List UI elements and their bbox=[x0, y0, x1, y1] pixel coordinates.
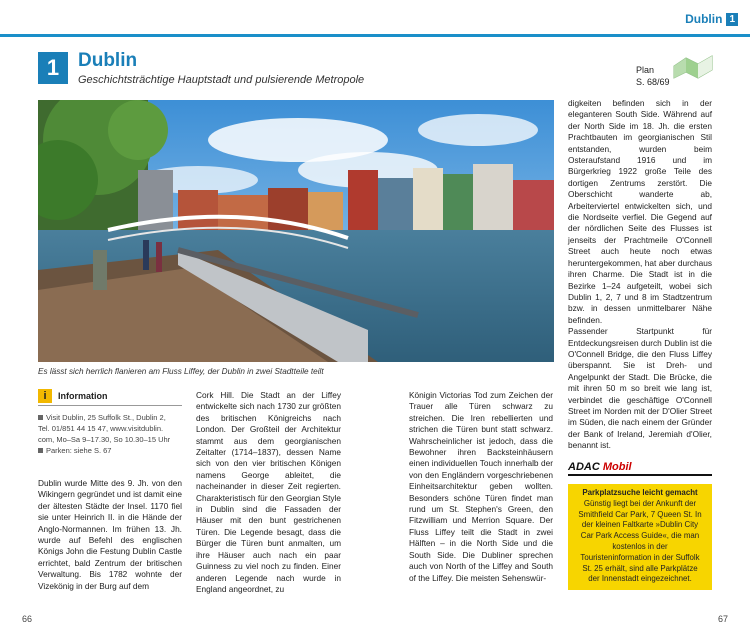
bullet-icon bbox=[38, 415, 43, 420]
photo-caption: Es lässt sich herrlich flanieren am Fluss Liffey, der Dublin in zwei Stadtteile teilt bbox=[38, 367, 324, 376]
info-line: com, Mo–Sa 9–17.30, So 10.30–15 Uhr bbox=[38, 435, 171, 444]
paragraph: Passender Startpunkt für Entdeckungsreisen durch Dublin ist die O'Connell Bridge, die den Fluss Liffey überspannt. Sie ist Dreh- und Angelpunkt der Stadt. Die Brücke, die mit ihren 50 m so breit wie lang ist, verbindet die geschäftige O'Connell Street im Norden mit der D'Olier Street im Süden, die nach einem der Gründer der Bank of Ireland, Jeremiah d'Olier, benannt ist. bbox=[568, 326, 712, 451]
adac-tip bbox=[568, 484, 712, 590]
running-header bbox=[685, 12, 738, 26]
header-rule bbox=[0, 34, 750, 37]
plan-reference bbox=[636, 64, 670, 88]
info-box bbox=[38, 389, 182, 456]
chapter-subtitle: Geschichtsträchtige Hauptstadt und pulsierende Metropole bbox=[78, 74, 365, 86]
paragraph: digkeiten befinden sich in der eleganteren South Side. Während auf der North Side im 18. Jh. die ersten Prachtbauten im georgianischen Stil entstanden, wurden beim Osteraufstand 1916 und im Bürgerkrieg 1922 große Teile des dortigen Zentrums zerstört. Die Oberschicht wanderte ab, Arbeiterviertel entwickelten sich, und die Nordseite verfiel. Die Gegend auf der nördlichen Seite des Flusses ist jenseits der Prachtmeile O'Connell Street auch heute noch etwas heruntergekommen, hat aber durchaus ihren Charme. Die Stadt ist in die Bezirke 1–24 aufgeteilt, wobei sich Dublin 1, 2, 7 und 8 im Stadtzentrum bzw. in dessen unmittelbarer Nähe befinden. bbox=[568, 98, 712, 325]
chapter-number: 1 bbox=[38, 52, 68, 84]
plan-label: Plan bbox=[636, 65, 655, 75]
map-icon bbox=[672, 52, 714, 87]
body-column-3: Königin Victorias Tod zum Zeichen der Trauer alle Türen schwarz zu streichen. Die Iren rebellierten und strichen die Türen bunt statt schwarz. Wahrscheinlicher ist jedoch, dass die Bewohner ihren Backsteinhäusern einen individuellen Touch innerhalb der von den Engländern vorgeschriebenen Einheitsarchitektur geben wollten. Besonders schöne Türen findet man rund um St. Stephen's Green, den Fitzwilliam und Merrion Square. Der Fluss Liffey teilt die Stadt in zwei Hälften – in die North Side und die South Side. Die Dubliner sprechen auch von North of the Liffey and South of the Liffey. Die meisten Sehenswür- bbox=[409, 390, 553, 583]
chapter-title: Dublin bbox=[78, 50, 138, 71]
info-lines bbox=[38, 412, 182, 456]
info-line: Parken: siehe S. 67 bbox=[38, 445, 182, 456]
adac-mobil-box bbox=[568, 461, 712, 590]
adac-header bbox=[568, 461, 712, 476]
info-icon: i bbox=[38, 389, 52, 403]
running-header-label: Dublin bbox=[685, 12, 723, 26]
bullet-icon bbox=[38, 448, 43, 453]
running-header-number: 1 bbox=[726, 13, 738, 26]
page-number-left: 66 bbox=[22, 614, 33, 624]
body-column-1: Dublin wurde Mitte des 9. Jh. von den Wikingern gegründet und ist damit eine der ältesten Städte der Insel. 1170 fiel sie unter Heinrich II. in die Hände der Anglo-Normannen. Im frühen 13. Jh. wurde auf Befehl des englischen Königs John die Festung Dublin Castle errichtet, bald Zentrum der britischen Verwaltung. Bis 1782 wohnte der Vizekönig in der Burg auf dem bbox=[38, 478, 182, 591]
info-title: Information bbox=[58, 391, 108, 401]
info-header bbox=[38, 389, 182, 406]
plan-pages: S. 68/69 bbox=[636, 77, 670, 87]
info-line: Tel. 01/851 44 15 47, www.visitdublin. bbox=[38, 424, 164, 433]
info-line: Visit Dublin, 25 Suffolk St., Dublin 2, bbox=[38, 412, 182, 423]
body-column-4 bbox=[568, 98, 712, 452]
adac-tip-text: Günstig liegt bei der Ankunft der Smithfield Car Park, 7 Queen St. In der kleinen Faltkarte »Dublin City Car Park Access Guide«, die man kostenlos in der Touristeninformation in der Suffolk St. 25 erhält, sind alle Parkplätze der Innenstadt eingezeichnet. bbox=[578, 498, 702, 584]
adac-tip-title: Parkplatzsuche leicht gemacht bbox=[582, 488, 698, 497]
photo-liffey-bridge bbox=[38, 100, 554, 362]
body-column-2: Cork Hill. Die Stadt an der Liffey entwickelte sich nach 1730 zur größten des britischen Königreichs nach London. Der Großteil der Architektur stammt aus dem georgianischen Zeitalter (1714–1837), dessen Name sich von den vier britischen Königen namens George ableitet, die nacheinander in dieser Zeit regierten. Charakteristisch für den Georgian Style in Dublin sind die Fassaden der Häuser mit den bunt gestrichenen Türen. Die Legende besagt, dass die Bürger die Türen bunt anmalten, um ihre Häuser auch nach ein paar Guinness zu viel noch zu finden. Einer anderen Legende nach wurde in England angeordnet, zu bbox=[196, 390, 341, 594]
adac-brand: ADAC bbox=[568, 461, 600, 473]
page-number-right: 67 bbox=[717, 614, 728, 624]
adac-brand-suffix: Mobil bbox=[602, 461, 632, 473]
